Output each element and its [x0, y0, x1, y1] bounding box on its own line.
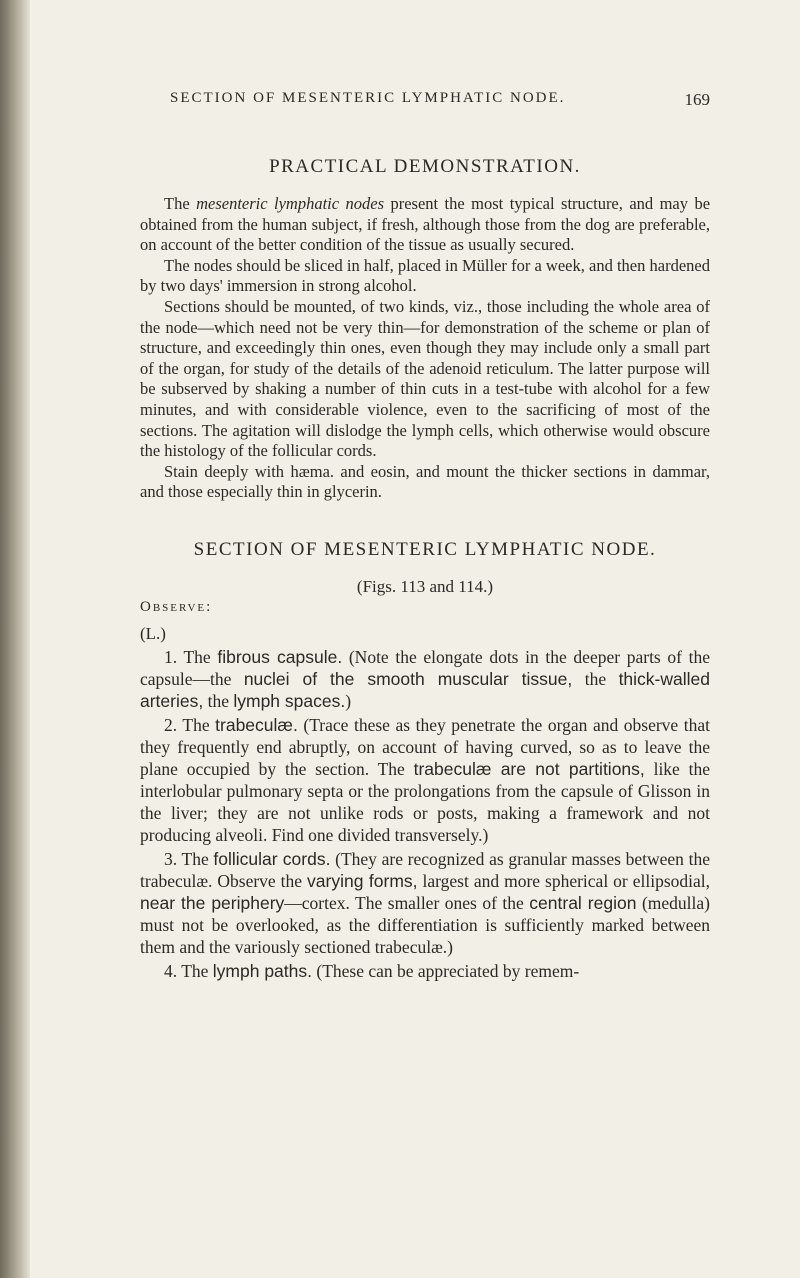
section-heading: SECTION OF MESENTERIC LYMPHATIC NODE. [193, 538, 657, 560]
paragraph-text: The [164, 194, 197, 213]
item-number: 3. [164, 848, 182, 869]
paragraph-text: present the most typical structure, and may be obtained from the human subject, if fresh, although those from the dog are preferable, on account of the better condition of the tissue as usually secured. [140, 194, 711, 255]
item-number: 2. [164, 714, 183, 735]
item-text: ) [345, 690, 352, 711]
item-keyword: central region [529, 892, 637, 913]
item-keyword: lymph spaces. [233, 690, 346, 711]
paragraph-sections: Sections should be mounted, of two kinds, viz., those including the whole area of the node—which need not be very thin—for demonstration of the scheme or plan of structure, and exceedingly thin ones, even though they may include only a small part of the organ, for study of the details of the adenoid reticulum. The latter purpose will be subserved by shaking a number of thin cuts in a test-tube with alcohol for a few minutes, and with considerable violence, even to the sacrificing of most of the sections. The agitation will dislodge the lymph cells, which otherwise would obscure the histology of the follicular cords. [140, 296, 710, 461]
paragraph-preparation: The nodes should be sliced in half, placed in Müller for a week, and then hardened by two days' immersion in strong alcohol. [140, 255, 710, 296]
page-binding-edge [0, 0, 30, 1278]
observation-item-2 [140, 714, 710, 846]
item-text: (These can be appreciated by remem- [312, 960, 580, 981]
emphasis-term: mesenteric lymphatic nodes [196, 194, 385, 213]
item-text: the [572, 668, 619, 689]
magnification-label: (L.) [140, 623, 166, 643]
item-keyword: trabeculæ. [215, 714, 298, 735]
page-number: 169 [684, 90, 710, 109]
item-text: (Note the elongate dots in the deeper parts of the capsule—the [140, 646, 710, 689]
figure-reference: (Figs. 113 and 114.) [356, 576, 494, 596]
item-text: (Trace these as they penetrate the organ and observe that they frequently end abruptly, on account of having curved, so as to leave the plane occupied by the section. The [140, 714, 710, 779]
observe-label: Observe: [140, 598, 213, 615]
item-keyword: varying forms, [307, 870, 418, 891]
item-number: 4. [164, 960, 182, 981]
book-page [140, 90, 710, 982]
item-text: like the interlobular pulmonary septa or the prolongations from the capsule of Glisson in the liver; they are not unlike rods or posts, making a framework and not producing alveoli. Find one divided transversely.) [140, 758, 711, 845]
running-head-title: SECTION OF MESENTERIC LYMPHATIC NODE. [170, 90, 566, 106]
observation-item-4 [140, 960, 710, 982]
item-keyword: nuclei of the smooth muscular tissue, [243, 668, 573, 689]
item-text: The [182, 714, 216, 735]
item-keyword: near the periphery [140, 892, 285, 913]
item-text: The [181, 848, 214, 869]
item-keyword: follicular cords. [213, 848, 331, 869]
item-text: largest and more spherical or ellipsodial, [417, 870, 711, 891]
item-text: (They are recognized as granular masses between the trabeculæ. Observe the [140, 848, 710, 891]
item-keyword: fibrous capsule. [217, 646, 343, 667]
item-text: —cortex. The smaller ones of the [284, 892, 530, 913]
item-keyword: thick-walled arteries, [140, 668, 710, 711]
running-head [140, 90, 710, 114]
observation-item-1 [140, 646, 710, 712]
item-text: The [183, 646, 218, 667]
demonstration-heading: PRACTICAL DEMONSTRATION. [269, 156, 581, 177]
paragraph-staining: Stain deeply with hæma. and eosin, and mount the thicker sections in dammar, and those especially thin in glycerin. [140, 461, 710, 502]
item-text: the [203, 690, 234, 711]
observation-item-3 [140, 848, 710, 958]
item-keyword: trabeculæ are not partitions, [413, 758, 645, 779]
paragraph-specimen [140, 194, 710, 256]
item-text: The [181, 960, 213, 981]
item-keyword: lymph paths. [212, 960, 312, 981]
item-text: (medulla) must not be overlooked, as the differentiation is sufficiently marked between them and the variously sectioned trabeculæ.) [140, 892, 710, 957]
item-number: 1. [164, 646, 184, 667]
